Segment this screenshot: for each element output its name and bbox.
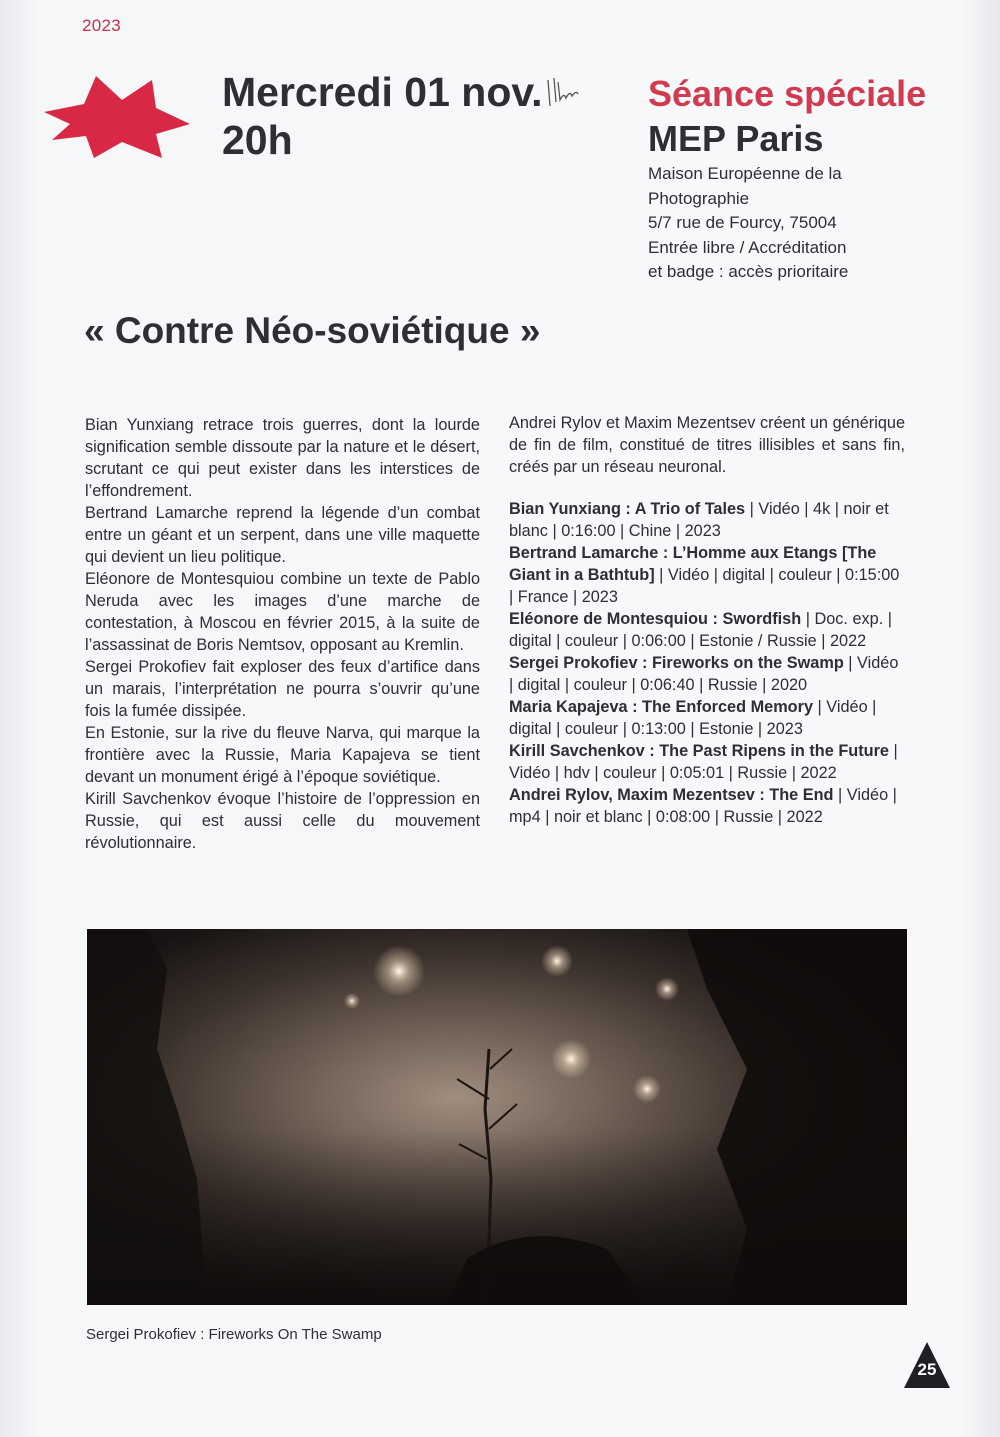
- description-paragraph: En Estonie, sur la rive du fleuve Narva, qui marque la frontière avec la Russie, Maria Kapajeva se tient devant un monument érigé à l’époque soviétique.: [85, 724, 480, 786]
- venue-line: 5/7 rue de Fourcy, 75004: [648, 213, 837, 232]
- event-time: 20h: [222, 117, 293, 163]
- film-credit: [509, 784, 905, 828]
- photo-caption: Sergei Prokofiev : Fireworks On The Swamp: [86, 1326, 382, 1343]
- film-credit-details: | Vidéo | 4k | noir et blanc | 0:16:00 | Chine | 2023: [509, 500, 889, 540]
- venue-details: [648, 162, 948, 285]
- red-burst-icon: [36, 74, 196, 160]
- description-paragraph: Andrei Rylov et Maxim Mezentsev créent un générique de fin de film, constitué de titres illisibles et sans fin, créés par un réseau neuronal.: [509, 414, 905, 476]
- film-credit: [509, 498, 905, 542]
- film-credit: [509, 740, 905, 784]
- film-credit-title: Sergei Prokofiev : Fireworks on the Swamp: [509, 654, 844, 672]
- handwritten-mark: [544, 72, 584, 112]
- film-credit-details: | Vidéo | hdv | couleur | 0:05:01 | Russie | 2022: [509, 742, 898, 782]
- venue-line: Photographie: [648, 188, 750, 208]
- film-credit-title: Maria Kapajeva : The Enforced Memory: [509, 698, 814, 716]
- credits-column: [509, 412, 905, 828]
- film-credit-details: | Doc. exp. | digital | couleur | 0:06:00 | Estonie / Russie | 2022: [509, 610, 892, 650]
- film-credit-details: | Vidéo | digital | couleur | 0:06:40 | Russie | 2020: [509, 654, 899, 694]
- film-credit-details: | Vidéo | mp4 | noir et blanc | 0:08:00 | Russie | 2022: [509, 786, 897, 826]
- film-credit: [509, 652, 905, 696]
- description-column: [85, 414, 480, 854]
- year-label: 2023: [82, 16, 122, 35]
- film-credit-title: Kirill Savchenkov : The Past Ripens in the Future: [509, 742, 889, 760]
- description-paragraph: Kirill Savchenkov évoque l’histoire de l’oppression en Russie, qui est aussi celle du mouvement révolutionnaire.: [85, 790, 480, 852]
- description-paragraph: Bertrand Lamarche reprend la légende d’un combat entre un géant et un serpent, dans une ville maquette qui devient un lieu politique.: [85, 504, 480, 566]
- film-credit-title: Eléonore de Montesquiou : Swordfish: [509, 610, 802, 628]
- description-paragraph: Sergei Prokofiev fait exploser des feux d’artifice dans un marais, l’interprétation ne pourra s’ouvrir qu’une fois la fumée dissipée.: [85, 658, 480, 720]
- film-credit: [509, 608, 905, 652]
- venue-line: Entrée libre / Accréditation: [648, 237, 847, 257]
- film-credit-details: | Vidéo | digital | couleur | 0:15:00 | France | 2023: [509, 566, 900, 606]
- event-date: Mercredi 01 nov.: [222, 69, 543, 115]
- film-credit-title: Bertrand Lamarche : L’Homme aux Etangs [The Giant in a Bathtub]: [509, 544, 877, 584]
- program-title: « Contre Néo-soviétique »: [84, 310, 541, 351]
- film-credit-title: Andrei Rylov, Maxim Mezentsev : The End: [509, 786, 834, 804]
- film-credit: [509, 542, 905, 608]
- film-credit: [509, 696, 905, 740]
- special-screening-title: Séance spéciale: [648, 73, 927, 114]
- film-credit-title: Bian Yunxiang : A Trio of Tales: [509, 500, 746, 518]
- venue-line: Maison Européenne de la: [648, 164, 842, 183]
- description-paragraph: Eléonore de Montesquiou combine un texte de Pablo Neruda avec les images d’une marche de contestation, à Moscou en février 2015, à la suite de l’assassinat de Boris Nemtsov, opposant au Kremlin.: [85, 570, 480, 654]
- film-still-photo: [87, 929, 907, 1305]
- venue-name: MEP Paris: [648, 118, 824, 159]
- page-number: 25: [917, 1360, 937, 1379]
- film-credit-details: | Vidéo | digital | couleur | 0:13:00 | Estonie | 2023: [509, 698, 877, 738]
- venue-line: et badge : accès prioritaire: [648, 262, 849, 281]
- description-paragraph: Bian Yunxiang retrace trois guerres, dont la lourde signification semble dissoute par la nature et le désert, scrutant ce qui peut exister dans les interstices de l’effondrement.: [85, 416, 480, 500]
